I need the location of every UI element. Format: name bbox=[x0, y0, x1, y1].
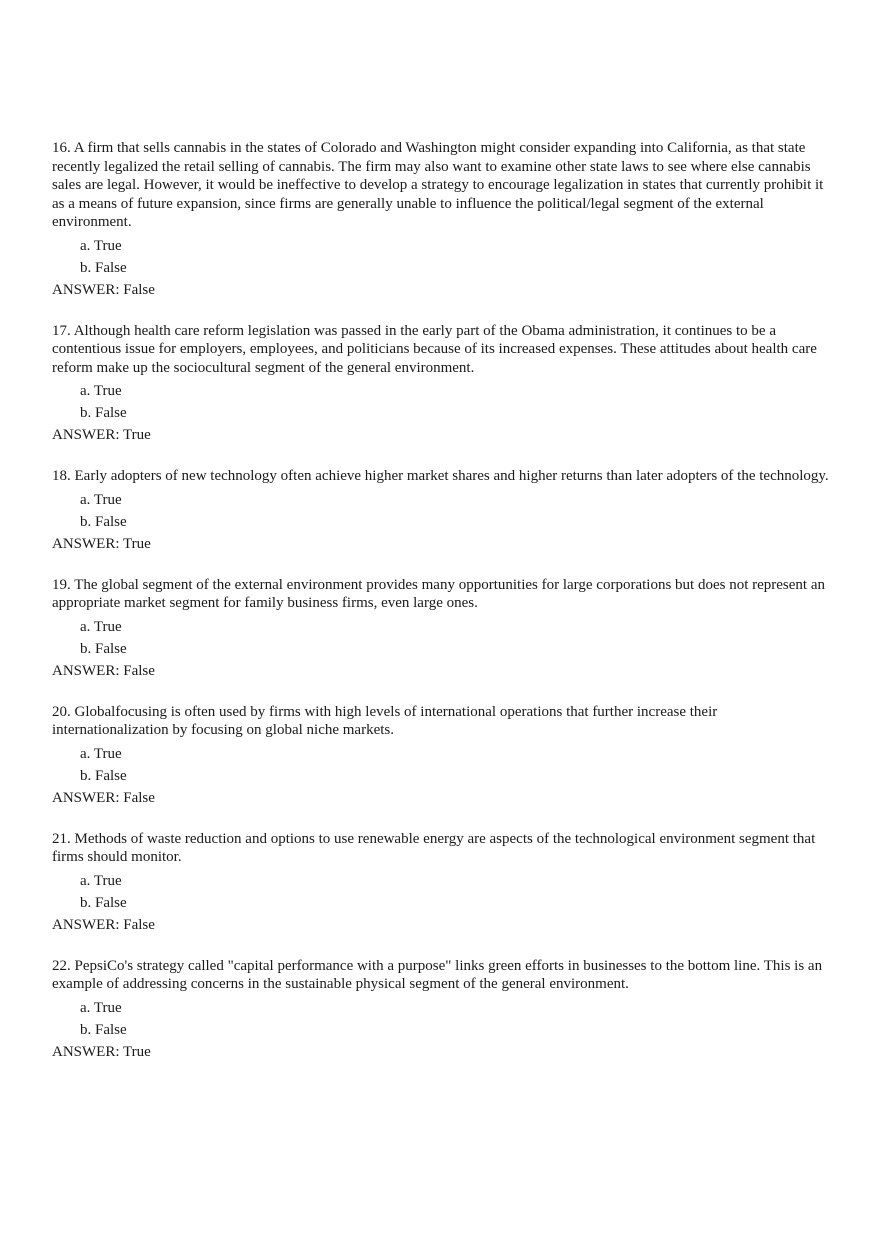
option-true: a. True bbox=[80, 383, 122, 399]
answer-line: ANSWER: True bbox=[52, 1043, 151, 1060]
question-text bbox=[52, 576, 832, 613]
question-text bbox=[52, 703, 832, 740]
question-text bbox=[52, 957, 832, 994]
question-20 bbox=[52, 703, 832, 809]
options-list bbox=[80, 616, 832, 660]
question-21 bbox=[52, 830, 832, 936]
question-22 bbox=[52, 957, 832, 1063]
options-list bbox=[80, 997, 832, 1041]
question-list bbox=[52, 139, 832, 1084]
option-true: a. True bbox=[80, 999, 122, 1016]
option-true: a. True bbox=[80, 745, 122, 762]
answer-line: ANSWER: True bbox=[52, 535, 151, 552]
question-body: The global segment of the external environment provides many opportunities for large corporations but does not represent an appropriate market segment for family business firms, even large ones. bbox=[52, 576, 825, 611]
option-true: a. True bbox=[80, 491, 122, 508]
question-body: Early adopters of new technology often achieve higher market shares and higher returns than later adopters of the technology. bbox=[74, 468, 829, 484]
question-number: 20. bbox=[52, 703, 71, 720]
option-false: b. False bbox=[80, 894, 127, 911]
options-list bbox=[80, 870, 832, 914]
question-body: PepsiCo's strategy called "capital performance with a purpose" links green efforts in businesses to the bottom line. This is an example of addressing concerns in the sustainable physical segment of the general environment. bbox=[52, 957, 823, 992]
options-list bbox=[80, 380, 832, 424]
question-number: 21. bbox=[52, 830, 71, 847]
answer-line: ANSWER: False bbox=[52, 916, 155, 933]
question-text bbox=[52, 830, 832, 867]
question-number: 18. bbox=[52, 468, 71, 484]
question-body: A firm that sells cannabis in the states of Colorado and Washington might consider expanding into California, as that state recently legalized the retail selling of cannabis. The firm may also want to examine other state laws to see where else cannabis sales are legal. However, it would be ineffective to develop a strategy to encourage legalization in states that currently prohibit it as a means of future expansion, since firms are generally unable to influence the political/legal segment of the external environment. bbox=[52, 140, 824, 230]
question-number: 17. bbox=[52, 322, 71, 339]
option-true: a. True bbox=[80, 872, 122, 889]
option-false: b. False bbox=[80, 405, 127, 421]
options-list bbox=[80, 489, 832, 533]
option-false: b. False bbox=[80, 1021, 127, 1038]
answer-line: ANSWER: True bbox=[52, 427, 151, 443]
options-list bbox=[80, 235, 832, 279]
option-false: b. False bbox=[80, 640, 127, 657]
question-19 bbox=[52, 576, 832, 682]
question-body: Methods of waste reduction and options to use renewable energy are aspects of the technological environment segment that firms should monitor. bbox=[52, 830, 816, 865]
option-true: a. True bbox=[80, 237, 122, 254]
question-text bbox=[52, 322, 832, 378]
question-body: Although health care reform legislation was passed in the early part of the Obama administration, it continues to be a contentious issue for employers, employees, and politicians because of its increased expenses. These attitudes about health care reform make up the sociocultural segment of the general environment. bbox=[52, 322, 817, 376]
question-17 bbox=[52, 322, 832, 447]
option-false: b. False bbox=[80, 513, 127, 530]
answer-line: ANSWER: False bbox=[52, 281, 155, 298]
answer-line: ANSWER: False bbox=[52, 789, 155, 806]
question-16 bbox=[52, 139, 832, 301]
options-list bbox=[80, 743, 832, 787]
question-number: 19. bbox=[52, 576, 71, 593]
question-18 bbox=[52, 467, 832, 555]
question-text bbox=[52, 139, 832, 232]
question-text bbox=[52, 467, 832, 486]
option-false: b. False bbox=[80, 767, 127, 784]
option-false: b. False bbox=[80, 259, 127, 276]
question-body: Globalfocusing is often used by firms with high levels of international operations that further increase their internationalization by focusing on global niche markets. bbox=[52, 703, 718, 738]
question-number: 16. bbox=[52, 140, 71, 156]
answer-line: ANSWER: False bbox=[52, 662, 155, 679]
question-number: 22. bbox=[52, 957, 71, 974]
option-true: a. True bbox=[80, 618, 122, 635]
